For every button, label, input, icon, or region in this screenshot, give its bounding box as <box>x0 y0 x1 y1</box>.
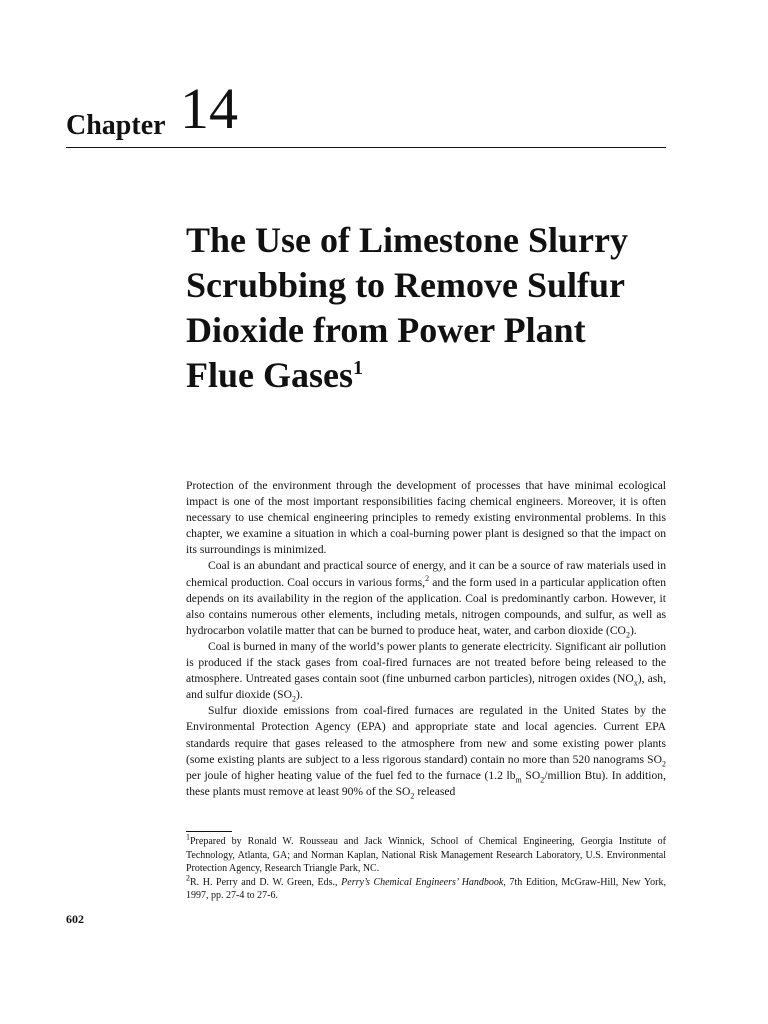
footnotes <box>186 832 667 903</box>
title-line-4: Flue Gases <box>186 355 353 395</box>
paragraph-3: Coal is burned in many of the world’s power plants to generate electricity. Significant air pollution is produced if the stack gases from coal-fired furnaces are not treated before being released to the atmosphere. Untreated gases contain soot (fine unburned carbon particles), nitrogen oxides $(NO_x)$, ash, and sulfur dioxide $(SO_2)$. <box>186 639 667 704</box>
title-footnote-mark: 1 <box>353 357 363 379</box>
title-line-1: The Use of Limestone Slurry <box>186 220 628 260</box>
chapter-rule <box>66 147 666 148</box>
chapter-title <box>186 218 686 398</box>
chapter-number: 14 <box>180 76 238 141</box>
title-line-3: Dioxide from Power Plant <box>186 310 586 350</box>
footnote-rule <box>186 831 232 832</box>
title-line-2: Scrubbing to Remove Sulfur <box>186 265 626 305</box>
page-number: 602 <box>66 912 84 926</box>
chapter-header <box>66 76 666 148</box>
footnote-ref-2: 2 <box>425 573 430 583</box>
body-text <box>186 478 666 800</box>
paragraph-4: Sulfur dioxide emissions from coal-fired furnaces are regulated in the United States by the Environmental Protection Agency (EPA) and appropriate state and local agencies. Current EPA standards require that gases released to the atmosphere from new and some existing power plants (some existing plants are subject to a less rigorous standard) contain no more than 520 nanograms $SO_2$ per joule of higher heating value of the fuel fed to the furnace (1.2 $lb_m$ $SO_2$/million Btu). In addition, these plants must remove at least 90% of the $SO_2$ released <box>186 704 666 801</box>
paragraph-1: Protection of the environment through the development of processes that have minimal ecological impact is one of the most important responsibilities facing chemical engineers. Moreover, it is often necessary to use chemical engineering principles to remedy existing environmental problems. In this chapter, we examine a situation in which a coal-burning power plant is designed so that the impact on its surroundings is minimized. <box>186 479 666 557</box>
footnote-2-mark: 2 <box>186 873 190 883</box>
footnote-1: $^1$Prepared by Ronald W. Rousseau and Jack Winnick, School of Chemical Engineering, Georgia Institute of Technology, Atlanta, GA; and Norman Kaplan, National Risk Management Research Laboratory, U.S. Environmental Protection Agency, Research Triangle Park, NC. <box>186 832 666 874</box>
paragraph-2: Coal is an abundant and practical source of energy, and it can be a source of raw materials used in chemical production. Coal occurs in various forms,$^2$ and the form used in a particular application often depends on its availability in the region of the application. Coal is predominantly carbon. However, it also contains numerous other elements, including metals, nitrogen compounds, and sulfur, as well as hydrocarbon volatile matter that can be burned to produce heat, water, and carbon dioxide $(CO_2)$. <box>186 559 666 640</box>
footnote-1-mark: 1 <box>186 832 190 842</box>
footnote-2: $^2$R. H. Perry and D. W. Green, Eds., Perry’s Chemical Engineers’ Handbook, 7th Edition, McGraw-Hill, New York, 1997, pp. 27-4 to 27-6. <box>186 873 667 901</box>
chapter-label: Chapter <box>66 110 166 141</box>
